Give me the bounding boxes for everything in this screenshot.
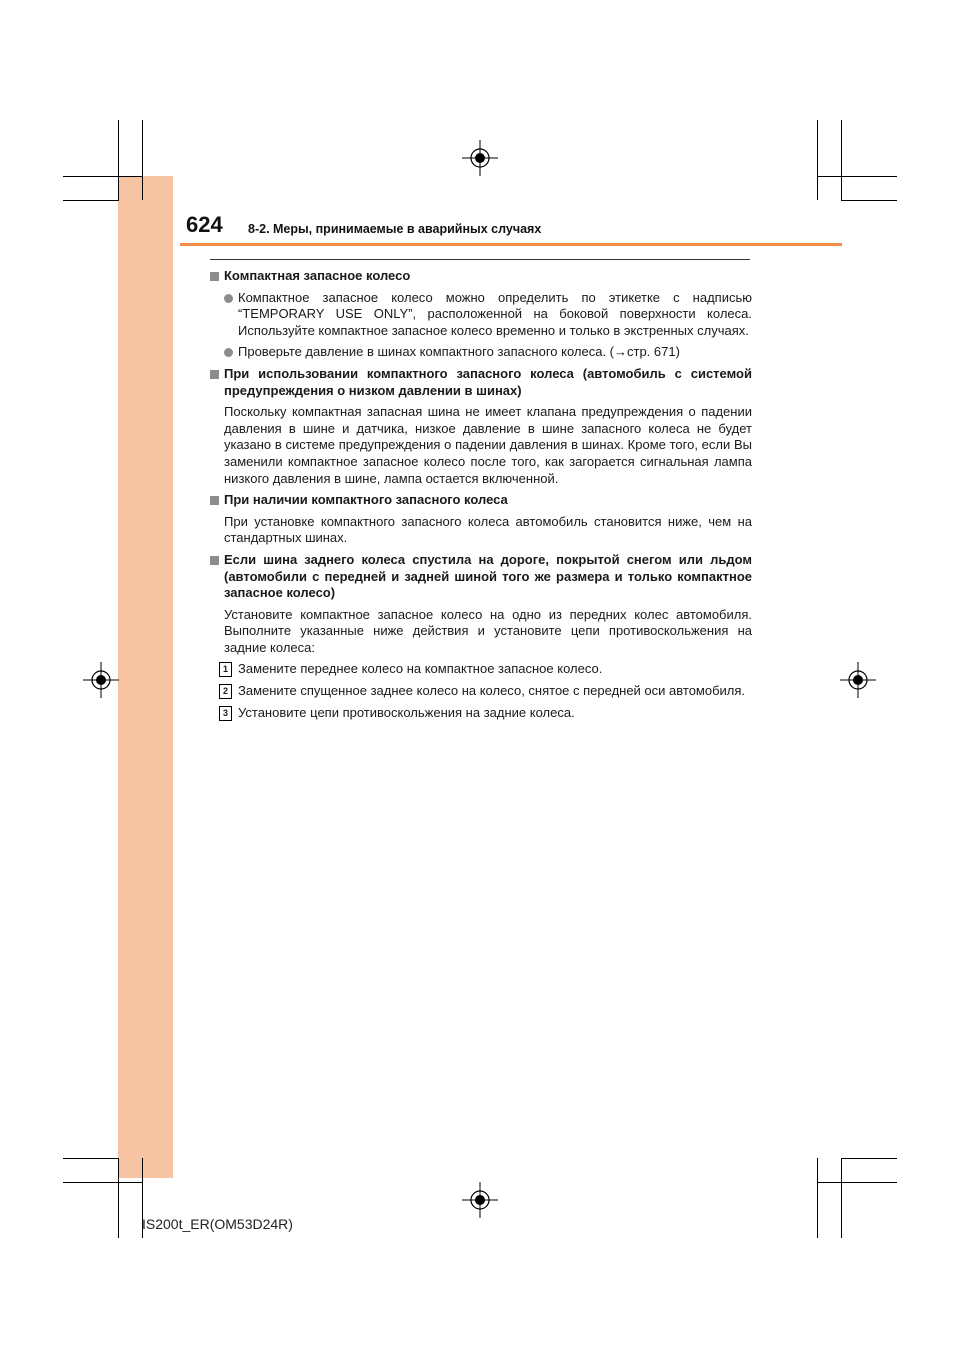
page-number: 624 <box>186 212 223 237</box>
registration-mark-icon <box>840 662 876 698</box>
section-heading <box>210 552 752 602</box>
step-number: 1 <box>219 662 232 677</box>
heading-text: При наличии компактного запасного колеса <box>224 492 508 508</box>
section-heading <box>210 268 752 285</box>
side-color-band <box>118 176 173 1178</box>
section-snow-ice <box>210 552 752 721</box>
square-bullet-icon <box>210 556 219 565</box>
crop-mark <box>63 1182 143 1183</box>
step-item <box>210 705 752 722</box>
step-number: 3 <box>219 706 232 721</box>
heading-text: Компактная запасное колесо <box>224 268 411 283</box>
registration-mark-icon <box>462 140 498 176</box>
crop-mark <box>118 1158 119 1238</box>
square-bullet-icon <box>210 272 219 281</box>
round-bullet-icon <box>224 294 233 303</box>
paragraph: Поскольку компактная запасная шина не имеет клапана предупреждения о падении давления в шине и датчика, низкое давление в шине запасного колеса не будет указано в системе предупреждения о падении давления в шинах. Кроме того, если Вы заменили компактное запасное колесо после того, как загорается сигнальная лампа низкого давления в шине, лампа остается включенной. <box>224 404 752 486</box>
crop-mark <box>817 176 897 177</box>
square-bullet-icon <box>210 370 219 379</box>
step-text: Замените спущенное заднее колесо на колесо, снятое с передней оси автомобиля. <box>238 683 746 699</box>
crop-mark <box>817 1182 897 1183</box>
paragraph: Установите компактное запасное колесо на одно из передних колес автомобиля. Выполните указанные ниже действия и установите цепи противоскольжения на задние колеса: <box>224 606 752 655</box>
crop-mark <box>841 1158 897 1159</box>
section-heading <box>210 492 752 509</box>
paragraph: При установке компактного запасного колеса автомобиль становится ниже, чем на стандартных шинах. <box>224 513 752 546</box>
crop-mark <box>841 200 897 201</box>
section-vehicle-height <box>210 492 752 547</box>
crop-mark <box>817 120 818 200</box>
bullet-text: Проверьте давление в шинах компактного запасного колеса. (→стр. 671) <box>238 344 680 360</box>
crop-mark <box>142 120 143 200</box>
crop-mark <box>63 176 143 177</box>
crop-mark <box>118 120 119 200</box>
heading-text: Если шина заднего колеса спустила на дороге, покрытой снегом или льдом (автомобили с передней и задней шиной того же размера и только компактное запасное колесо) <box>224 551 752 601</box>
step-text: Установите цепи противоскольжения на задние колеса. <box>238 704 575 720</box>
crop-mark <box>841 1158 842 1238</box>
step-item <box>210 683 752 700</box>
content-area <box>210 268 752 726</box>
crop-mark <box>63 1158 119 1159</box>
list-item <box>210 290 752 340</box>
heading-text: При использовании компактного запасного колеса (автомобиль с системой предупреждения о низком давлении в шинах) <box>224 365 752 398</box>
square-bullet-icon <box>210 496 219 505</box>
section-title: 8-2. Меры, принимаемые в аварийных случаях <box>248 222 542 236</box>
bullet-text: Компактное запасное колесо можно определить по этикетке с надписью “TEMPORARY USE ONLY”, расположенной на боковой поверхности колеса. Используйте компактное запасное колесо временно и только в экстренных случаях. <box>238 289 752 338</box>
content-divider <box>210 259 750 260</box>
crop-mark <box>841 120 842 200</box>
section-tpms <box>210 366 752 487</box>
section-heading <box>210 366 752 399</box>
crop-mark <box>63 200 119 201</box>
step-item <box>210 661 752 678</box>
list-item <box>210 344 752 361</box>
step-text: Замените переднее колесо на компактное запасное колесо. <box>238 661 603 677</box>
crop-mark <box>817 1158 818 1238</box>
section-compact-spare <box>210 268 752 361</box>
round-bullet-icon <box>224 348 233 357</box>
model-code: IS200t_ER(OM53D24R) <box>142 1216 293 1232</box>
registration-mark-icon <box>462 1182 498 1218</box>
header-rule <box>180 243 842 246</box>
step-number: 2 <box>219 684 232 699</box>
registration-mark-icon <box>83 662 119 698</box>
